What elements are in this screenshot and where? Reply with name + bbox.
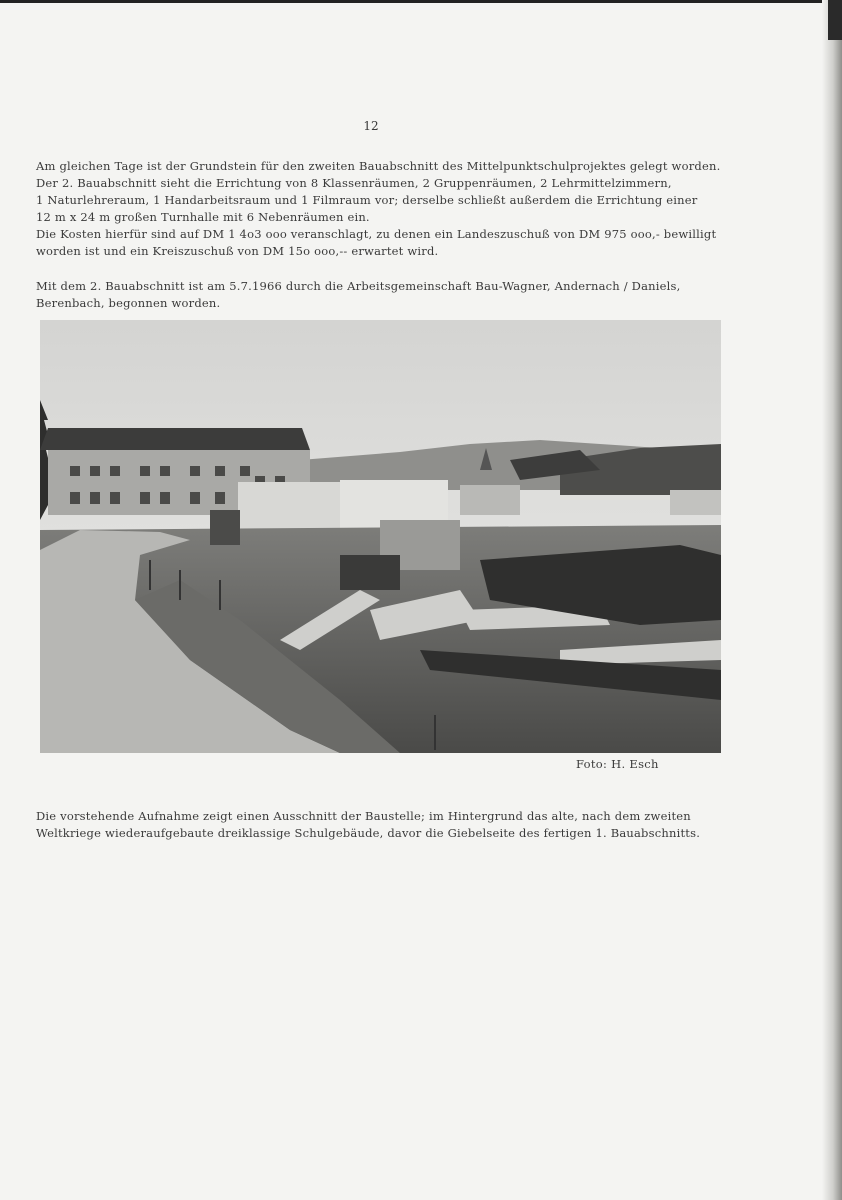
construction-start-paragraph [36,278,736,312]
text-line: 1 Naturlehreraum, 1 Handarbeitsraum und 1 Filmraum vor; derselbe schließt außerdem die Errichtung einer [36,193,698,207]
text-line: Der 2. Bauabschnitt sieht die Errichtung von 8 Klassenräumen, 2 Gruppenräumen, 2 Lehrmittelzimmern, [36,176,672,190]
intro-paragraph [36,158,736,260]
text-line: 12 m x 24 m großen Turnhalle mit 6 Nebenräumen ein. [36,210,370,224]
text-line: Weltkriege wiederaufgebaute dreiklassige Schulgebäude, davor die Giebelseite des fertigen 1. Bauabschnitts. [36,826,701,840]
text-line: worden ist und ein Kreiszuschuß von DM 15o ooo,-- erwartet wird. [36,244,439,258]
text-line: Die vorstehende Aufnahme zeigt einen Ausschnitt der Baustelle; im Hintergrund das alte, nach dem zweiten [36,809,691,823]
page-number: 12 [363,119,379,133]
page-corner-shadow [828,0,842,40]
page-top-edge [0,0,842,3]
text-line: Am gleichen Tage ist der Grundstein für den zweiten Bauabschnitt des Mittelpunktschulprojektes gelegt worden. [36,159,721,173]
text-line: Die Kosten hierfür sind auf DM 1 4o3 ooo veranschlagt, zu denen ein Landeszuschuß von DM 975 ooo,- bewilligt [36,227,717,241]
photo-caption: Foto: H. Esch [576,757,659,771]
photo-description-paragraph [36,808,736,842]
construction-site-photo [40,320,721,753]
text-line: Mit dem 2. Bauabschnitt ist am 5.7.1966 durch die Arbeitsgemeinschaft Bau-Wagner, Andernach / Daniels, [36,279,681,293]
page-right-edge-shadow [822,0,842,1200]
text-line: Berenbach, begonnen worden. [36,296,221,310]
